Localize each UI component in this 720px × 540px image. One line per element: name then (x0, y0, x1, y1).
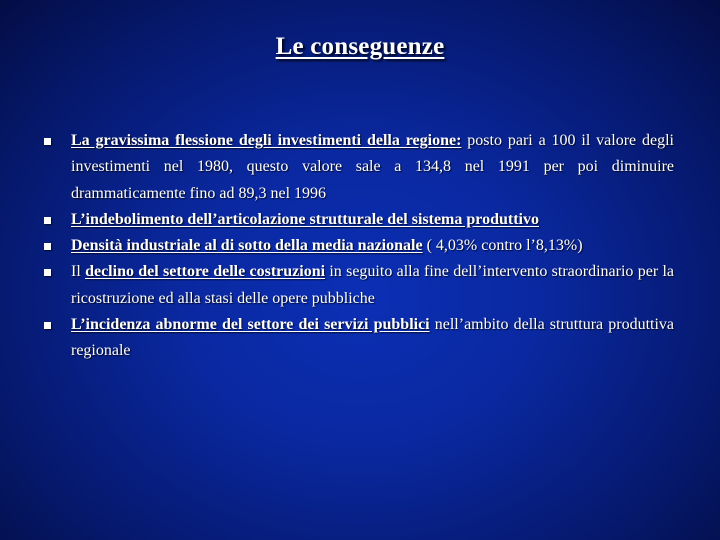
bullet-item (44, 128, 674, 207)
bullet-lead: declino del settore delle costruzioni (85, 263, 326, 281)
slide-title: Le conseguenze (275, 33, 445, 60)
bullet-lead: L’indebolimento dell’articolazione strutturale del sistema produttivo (71, 210, 539, 228)
bullet-lead: La gravissima flessione degli investimenti della regione: (71, 132, 462, 149)
square-bullet-icon (44, 243, 51, 250)
bullet-item (44, 207, 674, 233)
square-bullet-icon (44, 322, 51, 329)
bullet-text: posto pari a 100 il valore degli investimenti nel 1980, questo valore sale a 134,8 nel 1991 per poi diminuire drammaticamente fino ad 89,3 nel 1996 (71, 132, 675, 202)
bullet-item (44, 312, 674, 365)
bullet-item (44, 259, 674, 312)
square-bullet-icon (44, 269, 51, 276)
bullet-text: nell’ambito della struttura produttiva regionale (71, 316, 675, 360)
square-bullet-icon (44, 217, 51, 224)
bullet-item (44, 233, 674, 259)
bullet-lead: L’incidenza abnorme del settore dei servizi pubblici (71, 316, 430, 334)
bullet-list (44, 128, 674, 365)
bullet-text: ( 4,03% contro l’8,13%) (422, 237, 583, 255)
bullet-prefix: Il (71, 263, 86, 281)
bullet-lead: Densità industriale al di sotto della media nazionale (71, 237, 423, 255)
bullet-text: in seguito alla fine dell’intervento straordinario per la ricostruzione ed alla stasi delle opere pubbliche (71, 263, 675, 307)
square-bullet-icon (44, 138, 51, 145)
